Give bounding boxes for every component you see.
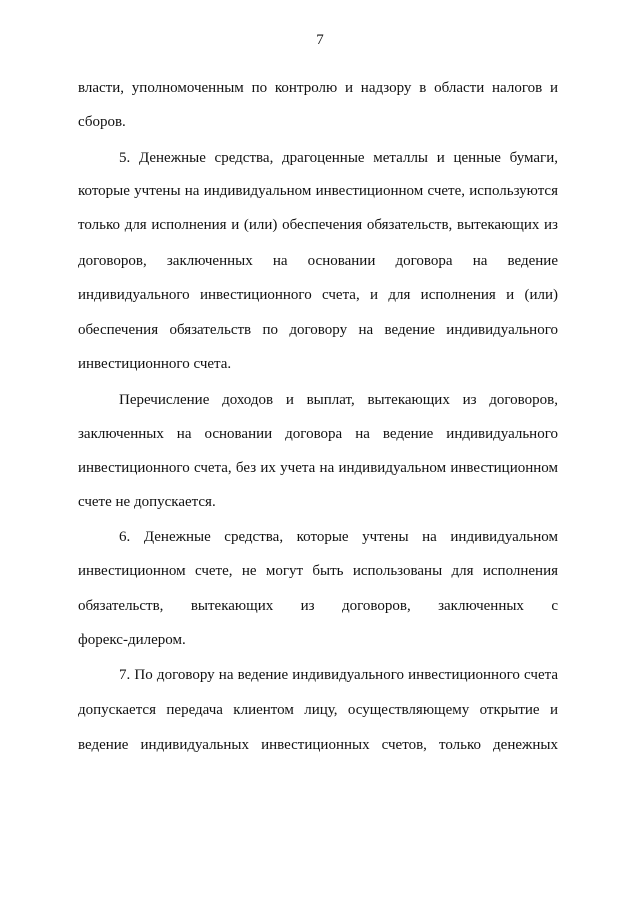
text-line: заключенных на основании договора на ведение индивидуального [78, 426, 558, 442]
text-line: форекс-дилером. [78, 632, 186, 648]
text-line: допускается передача клиентом лицу, осуществляющему открытие и [78, 702, 558, 718]
paragraph-start-line: 5. Денежные средства, драгоценные металлы и ценные бумаги, [119, 150, 558, 166]
text-line: власти, уполномоченным по контролю и надзору в области налогов и [78, 80, 558, 96]
text-line: инвестиционного счета. [78, 356, 232, 372]
paragraph-start-line: 6. Денежные средства, которые учтены на индивидуальном [119, 529, 558, 545]
text-line: которые учтены на индивидуальном инвестиционном счете, используются [78, 183, 558, 199]
text-line: только для исполнения и (или) обеспечения обязательств, вытекающих из [78, 217, 558, 233]
text-line: индивидуального инвестиционного счета, и для исполнения и (или) [78, 287, 558, 303]
paragraph-start-line: Перечисление доходов и выплат, вытекающих из договоров, [119, 392, 558, 408]
text-line: сборов. [78, 114, 126, 130]
text-line: обязательств, вытекающих из договоров, заключенных с [78, 598, 558, 614]
text-line: обеспечения обязательств по договору на ведение индивидуального [78, 322, 558, 338]
paragraph-start-line: 7. По договору на ведение индивидуального инвестиционного счета [119, 667, 558, 683]
text-line: договоров, заключенных на основании договора на ведение [78, 253, 558, 269]
text-line: инвестиционном счете, не могут быть использованы для исполнения [78, 563, 558, 579]
text-line: счете не допускается. [78, 494, 216, 510]
text-line: инвестиционного счета, без их учета на индивидуальном инвестиционном [78, 460, 558, 476]
page-number: 7 [316, 32, 324, 48]
text-line: ведение индивидуальных инвестиционных счетов, только денежных [78, 737, 558, 753]
